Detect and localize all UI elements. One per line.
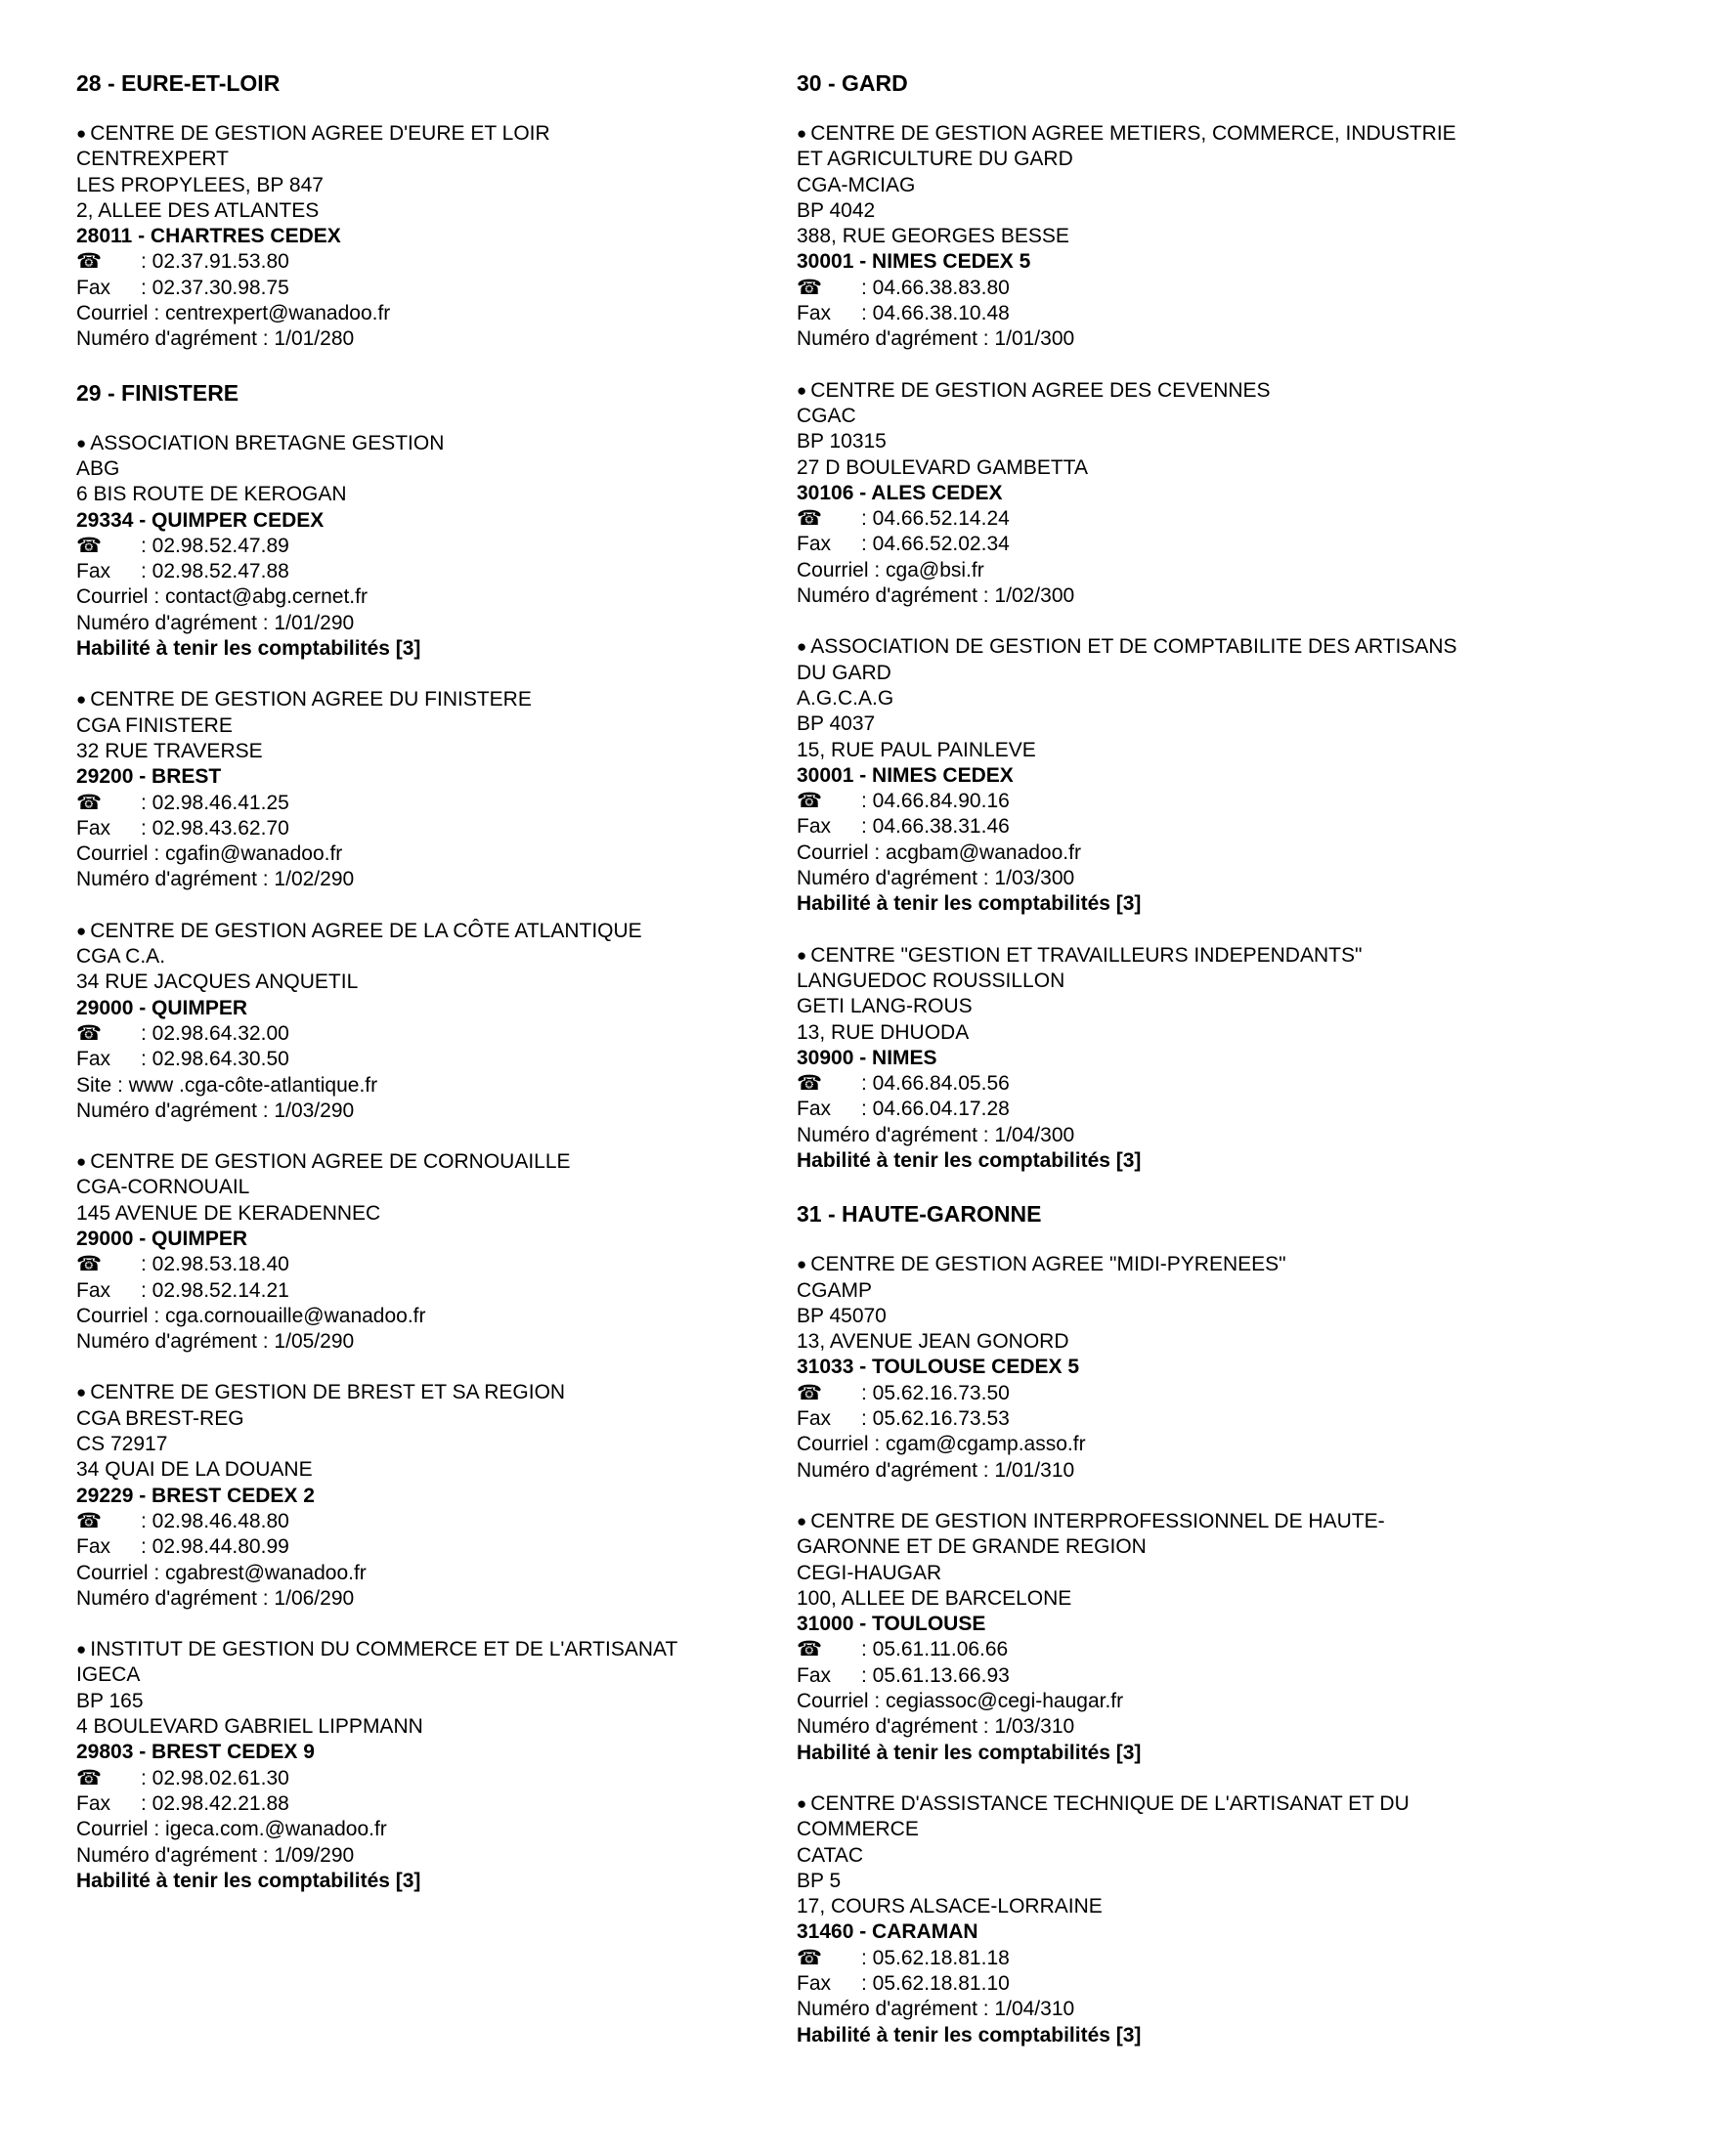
postal-city: 29334 - QUIMPER CEDEX — [76, 508, 325, 532]
right-column — [797, 68, 1481, 2074]
approval-number: Numéro d'agrément : 1/04/310 — [797, 1998, 1075, 2021]
entry-abbreviation: CATAC — [797, 1843, 864, 1867]
address-line: BP 4037 — [797, 712, 876, 736]
approval-number: Numéro d'agrément : 1/01/290 — [76, 611, 355, 634]
entry-name: ● CENTRE DE GESTION AGREE METIERS, COMMERCE, INDUSTRIE ET AGRICULTURE DU GARD — [797, 122, 1456, 171]
website-line: Site : www .cga-côte-atlantique.fr — [76, 1073, 378, 1097]
address-line: BP 5 — [797, 1869, 842, 1892]
entry-name: ● CENTRE DE GESTION AGREE DE CORNOUAILLE — [76, 1150, 571, 1174]
entry-abbreviation: IGECA — [76, 1663, 141, 1687]
fax-label: Fax — [797, 815, 832, 839]
bullet-icon: ● — [76, 1383, 87, 1402]
phone-icon: ☎ — [76, 1253, 103, 1276]
bullet-icon: ● — [797, 1793, 807, 1813]
phone-icon: ☎ — [76, 1766, 103, 1789]
approval-number: Numéro d'agrément : 1/09/290 — [76, 1843, 355, 1867]
fax-line: Fax : 02.98.52.47.88 — [76, 559, 760, 584]
approval-number: Numéro d'agrément : 1/03/290 — [76, 1099, 355, 1122]
fax-label: Fax — [76, 1535, 111, 1559]
phone-icon: ☎ — [797, 1381, 823, 1404]
postal-city: 30001 - NIMES CEDEX — [797, 763, 1014, 787]
entry-name: ● ASSOCIATION BRETAGNE GESTION — [76, 431, 445, 454]
entry-name: ● CENTRE DE GESTION AGREE DE LA CÔTE ATLANTIQUE — [76, 919, 642, 942]
entry-name: ● CENTRE DE GESTION AGREE D'EURE ET LOIR — [76, 122, 550, 145]
accounting-authorization: Habilité à tenir les comptabilités [3] — [76, 1869, 421, 1892]
fax-label: Fax — [76, 816, 111, 840]
phone-line: ☎ : 02.98.02.61.30 — [76, 1766, 760, 1791]
postal-city: 30106 - ALES CEDEX — [797, 481, 1003, 504]
bullet-icon: ● — [76, 1640, 87, 1659]
approval-number: Numéro d'agrément : 1/01/300 — [797, 327, 1075, 351]
bullet-icon: ● — [76, 1152, 87, 1172]
fax-line: Fax : 05.62.18.81.10 — [797, 1971, 1481, 1997]
directory-entry — [76, 431, 760, 663]
address-line: 145 AVENUE DE KERADENNEC — [76, 1201, 381, 1225]
fax-line: Fax : 04.66.04.17.28 — [797, 1097, 1481, 1122]
entry-name: ● ASSOCIATION DE GESTION ET DE COMPTABILITE DES ARTISANS DU GARD — [797, 635, 1457, 684]
address-line: BP 4042 — [797, 198, 876, 222]
address-line: 34 RUE JACQUES ANQUETIL — [76, 970, 359, 994]
postal-city: 29229 - BREST CEDEX 2 — [76, 1484, 315, 1507]
email-line: Courriel : cgam@cgamp.asso.fr — [797, 1433, 1086, 1456]
phone-icon: ☎ — [797, 276, 823, 299]
address-line: 13, AVENUE JEAN GONORD — [797, 1330, 1069, 1354]
entry-name: ● CENTRE DE GESTION DE BREST ET SA REGION — [76, 1381, 566, 1404]
directory-entry — [76, 1637, 760, 1894]
email-line: Courriel : cegiassoc@cegi-haugar.fr — [797, 1690, 1124, 1713]
directory-entry — [797, 943, 1481, 1175]
bullet-icon: ● — [797, 124, 807, 143]
phone-icon: ☎ — [797, 1946, 823, 1969]
email-line: Courriel : cga.cornouaille@wanadoo.fr — [76, 1304, 426, 1327]
fax-line: Fax : 02.98.43.62.70 — [76, 816, 760, 841]
phone-line: ☎ : 04.66.84.05.56 — [797, 1071, 1481, 1097]
phone-line: ☎ : 05.62.18.81.18 — [797, 1946, 1481, 1971]
phone-icon: ☎ — [76, 250, 103, 274]
directory-entry — [797, 121, 1481, 353]
email-line: Courriel : acgbam@wanadoo.fr — [797, 840, 1081, 864]
entry-abbreviation: ABG — [76, 456, 120, 480]
address-line: 6 BIS ROUTE DE KEROGAN — [76, 483, 347, 506]
accounting-authorization: Habilité à tenir les comptabilités [3] — [797, 1741, 1142, 1764]
entry-abbreviation: A.G.C.A.G — [797, 686, 894, 710]
phone-icon: ☎ — [76, 1021, 103, 1045]
entry-abbreviation: CENTREXPERT — [76, 148, 229, 171]
approval-number: Numéro d'agrément : 1/03/300 — [797, 867, 1075, 890]
email-line: Courriel : cgabrest@wanadoo.fr — [76, 1561, 367, 1584]
address-line: 2, ALLEE DES ATLANTES — [76, 198, 320, 222]
email-line: Courriel : cga@bsi.fr — [797, 558, 984, 582]
address-line: 34 QUAI DE LA DOUANE — [76, 1458, 313, 1482]
fax-label: Fax — [797, 1098, 832, 1121]
phone-line: ☎ : 02.98.46.48.80 — [76, 1509, 760, 1534]
entry-name: ● CENTRE DE GESTION AGREE DU FINISTERE — [76, 688, 532, 711]
bullet-icon: ● — [76, 124, 87, 143]
address-line: 32 RUE TRAVERSE — [76, 739, 263, 762]
postal-city: 31033 - TOULOUSE CEDEX 5 — [797, 1356, 1080, 1379]
phone-line: ☎ : 05.62.16.73.50 — [797, 1381, 1481, 1406]
directory-entry — [797, 1252, 1481, 1484]
fax-line: Fax : 05.62.16.73.53 — [797, 1406, 1481, 1432]
postal-city: 29000 - QUIMPER — [76, 1227, 248, 1250]
fax-label: Fax — [797, 533, 832, 556]
fax-line: Fax : 02.98.42.21.88 — [76, 1791, 760, 1817]
fax-line: Fax : 02.37.30.98.75 — [76, 276, 760, 301]
fax-line: Fax : 02.98.52.14.21 — [76, 1278, 760, 1304]
entry-abbreviation: CGA BREST-REG — [76, 1406, 244, 1430]
directory-entry — [76, 919, 760, 1124]
left-column — [76, 68, 760, 1919]
directory-entry — [76, 1149, 760, 1355]
accounting-authorization: Habilité à tenir les comptabilités [3] — [76, 637, 421, 661]
fax-label: Fax — [76, 560, 111, 583]
bullet-icon: ● — [76, 921, 87, 940]
phone-line: ☎ : 04.66.84.90.16 — [797, 789, 1481, 814]
approval-number: Numéro d'agrément : 1/03/310 — [797, 1715, 1075, 1739]
bullet-icon: ● — [797, 637, 807, 657]
fax-label: Fax — [797, 302, 832, 325]
entry-name: ● CENTRE D'ASSISTANCE TECHNIQUE DE L'ARTISANAT ET DU COMMERCE — [797, 1791, 1410, 1841]
fax-label: Fax — [797, 1972, 832, 1995]
email-line: Courriel : cgafin@wanadoo.fr — [76, 842, 343, 866]
entry-name: ● CENTRE DE GESTION INTERPROFESSIONNEL DE HAUTE-GARONNE ET DE GRANDE REGION — [797, 1509, 1385, 1559]
bullet-icon: ● — [797, 945, 807, 965]
phone-icon: ☎ — [76, 791, 103, 814]
fax-label: Fax — [797, 1407, 832, 1431]
approval-number: Numéro d'agrément : 1/04/300 — [797, 1123, 1075, 1146]
entry-name: ● CENTRE DE GESTION AGREE "MIDI-PYRENEES" — [797, 1253, 1286, 1276]
bullet-icon: ● — [797, 1255, 807, 1274]
bullet-icon: ● — [76, 433, 87, 453]
postal-city: 31000 - TOULOUSE — [797, 1613, 986, 1636]
fax-line: Fax : 05.61.13.66.93 — [797, 1663, 1481, 1689]
entry-abbreviation: GETI LANG-ROUS — [797, 995, 973, 1018]
directory-entry — [797, 634, 1481, 917]
phone-line: ☎ : 02.98.53.18.40 — [76, 1252, 760, 1277]
postal-city: 30001 - NIMES CEDEX 5 — [797, 250, 1031, 274]
phone-line: ☎ : 05.61.11.06.66 — [797, 1637, 1481, 1662]
directory-entry — [76, 1380, 760, 1612]
phone-line: ☎ : 04.66.52.14.24 — [797, 506, 1481, 532]
fax-line: Fax : 04.66.38.31.46 — [797, 814, 1481, 840]
directory-entry — [797, 378, 1481, 610]
fax-label: Fax — [76, 276, 111, 299]
department-heading: 29 - FINISTERE — [76, 379, 239, 406]
fax-label: Fax — [76, 1048, 111, 1071]
fax-line: Fax : 02.98.44.80.99 — [76, 1534, 760, 1560]
fax-label: Fax — [797, 1663, 832, 1687]
address-line: BP 45070 — [797, 1304, 887, 1327]
phone-line: ☎ : 02.98.52.47.89 — [76, 534, 760, 559]
directory-entry — [76, 687, 760, 892]
phone-line: ☎ : 02.98.64.32.00 — [76, 1021, 760, 1047]
directory-entry — [797, 1509, 1481, 1766]
phone-icon: ☎ — [797, 1072, 823, 1096]
directory-entry — [797, 1791, 1481, 2048]
phone-icon: ☎ — [797, 507, 823, 531]
phone-icon: ☎ — [797, 1638, 823, 1661]
department-heading: 30 - GARD — [797, 70, 908, 96]
address-line: 13, RUE DHUODA — [797, 1020, 970, 1044]
address-line: 4 BOULEVARD GABRIEL LIPPMANN — [76, 1715, 423, 1739]
phone-line: ☎ : 04.66.38.83.80 — [797, 276, 1481, 301]
address-line: LES PROPYLEES, BP 847 — [76, 173, 324, 196]
postal-city: 29200 - BREST — [76, 765, 222, 789]
entry-abbreviation: CGAMP — [797, 1278, 873, 1302]
entry-abbreviation: CGA-CORNOUAIL — [76, 1176, 250, 1199]
phone-line: ☎ : 02.37.91.53.80 — [76, 249, 760, 275]
address-line: CS 72917 — [76, 1433, 168, 1456]
entry-abbreviation: CGA C.A. — [76, 945, 166, 969]
postal-city: 31460 - CARAMAN — [797, 1920, 978, 1944]
bullet-icon: ● — [76, 690, 87, 710]
approval-number: Numéro d'agrément : 1/02/290 — [76, 868, 355, 891]
postal-city: 28011 - CHARTRES CEDEX — [76, 225, 341, 248]
address-line: 388, RUE GEORGES BESSE — [797, 225, 1069, 248]
entry-name: ● INSTITUT DE GESTION DU COMMERCE ET DE L'ARTISANAT — [76, 1638, 678, 1661]
bullet-icon: ● — [797, 1511, 807, 1530]
fax-label: Fax — [76, 1278, 111, 1302]
postal-city: 30900 - NIMES — [797, 1046, 937, 1069]
fax-line: Fax : 04.66.38.10.48 — [797, 301, 1481, 326]
approval-number: Numéro d'agrément : 1/05/290 — [76, 1330, 355, 1354]
address-line: BP 10315 — [797, 430, 887, 453]
approval-number: Numéro d'agrément : 1/02/300 — [797, 584, 1075, 608]
email-line: Courriel : igeca.com.@wanadoo.fr — [76, 1818, 387, 1841]
approval-number: Numéro d'agrément : 1/06/290 — [76, 1586, 355, 1610]
phone-icon: ☎ — [76, 1509, 103, 1532]
phone-icon: ☎ — [76, 534, 103, 557]
fax-line: Fax : 02.98.64.30.50 — [76, 1047, 760, 1072]
accounting-authorization: Habilité à tenir les comptabilités [3] — [797, 2023, 1142, 2047]
accounting-authorization: Habilité à tenir les comptabilités [3] — [797, 892, 1142, 916]
fax-line: Fax : 04.66.52.02.34 — [797, 532, 1481, 557]
department-heading: 31 - HAUTE-GARONNE — [797, 1201, 1042, 1228]
directory-entry — [76, 121, 760, 353]
approval-number: Numéro d'agrément : 1/01/310 — [797, 1458, 1075, 1482]
address-line: 15, RUE PAUL PAINLEVE — [797, 738, 1036, 761]
address-line: 17, COURS ALSACE-LORRAINE — [797, 1895, 1103, 1918]
entry-abbreviation: CGA-MCIAG — [797, 173, 916, 196]
department-heading: 28 - EURE-ET-LOIR — [76, 70, 281, 96]
approval-number: Numéro d'agrément : 1/01/280 — [76, 327, 355, 351]
entry-abbreviation: CEGI-HAUGAR — [797, 1561, 942, 1584]
postal-city: 29803 - BREST CEDEX 9 — [76, 1741, 315, 1764]
postal-city: 29000 - QUIMPER — [76, 996, 248, 1019]
entry-name: ● CENTRE "GESTION ET TRAVAILLEURS INDEPENDANTS" LANGUEDOC ROUSSILLON — [797, 943, 1363, 992]
address-line: BP 165 — [76, 1689, 144, 1712]
accounting-authorization: Habilité à tenir les comptabilités [3] — [797, 1148, 1142, 1172]
bullet-icon: ● — [797, 380, 807, 400]
phone-line: ☎ : 02.98.46.41.25 — [76, 791, 760, 816]
address-line: 27 D BOULEVARD GAMBETTA — [797, 455, 1088, 479]
entry-name: ● CENTRE DE GESTION AGREE DES CEVENNES — [797, 378, 1271, 402]
address-line: 100, ALLEE DE BARCELONE — [797, 1586, 1072, 1610]
entry-abbreviation: CGAC — [797, 404, 856, 427]
email-line: Courriel : centrexpert@wanadoo.fr — [76, 302, 391, 325]
entry-abbreviation: CGA FINISTERE — [76, 713, 233, 737]
fax-label: Fax — [76, 1791, 111, 1815]
phone-icon: ☎ — [797, 790, 823, 813]
email-line: Courriel : contact@abg.cernet.fr — [76, 585, 368, 609]
